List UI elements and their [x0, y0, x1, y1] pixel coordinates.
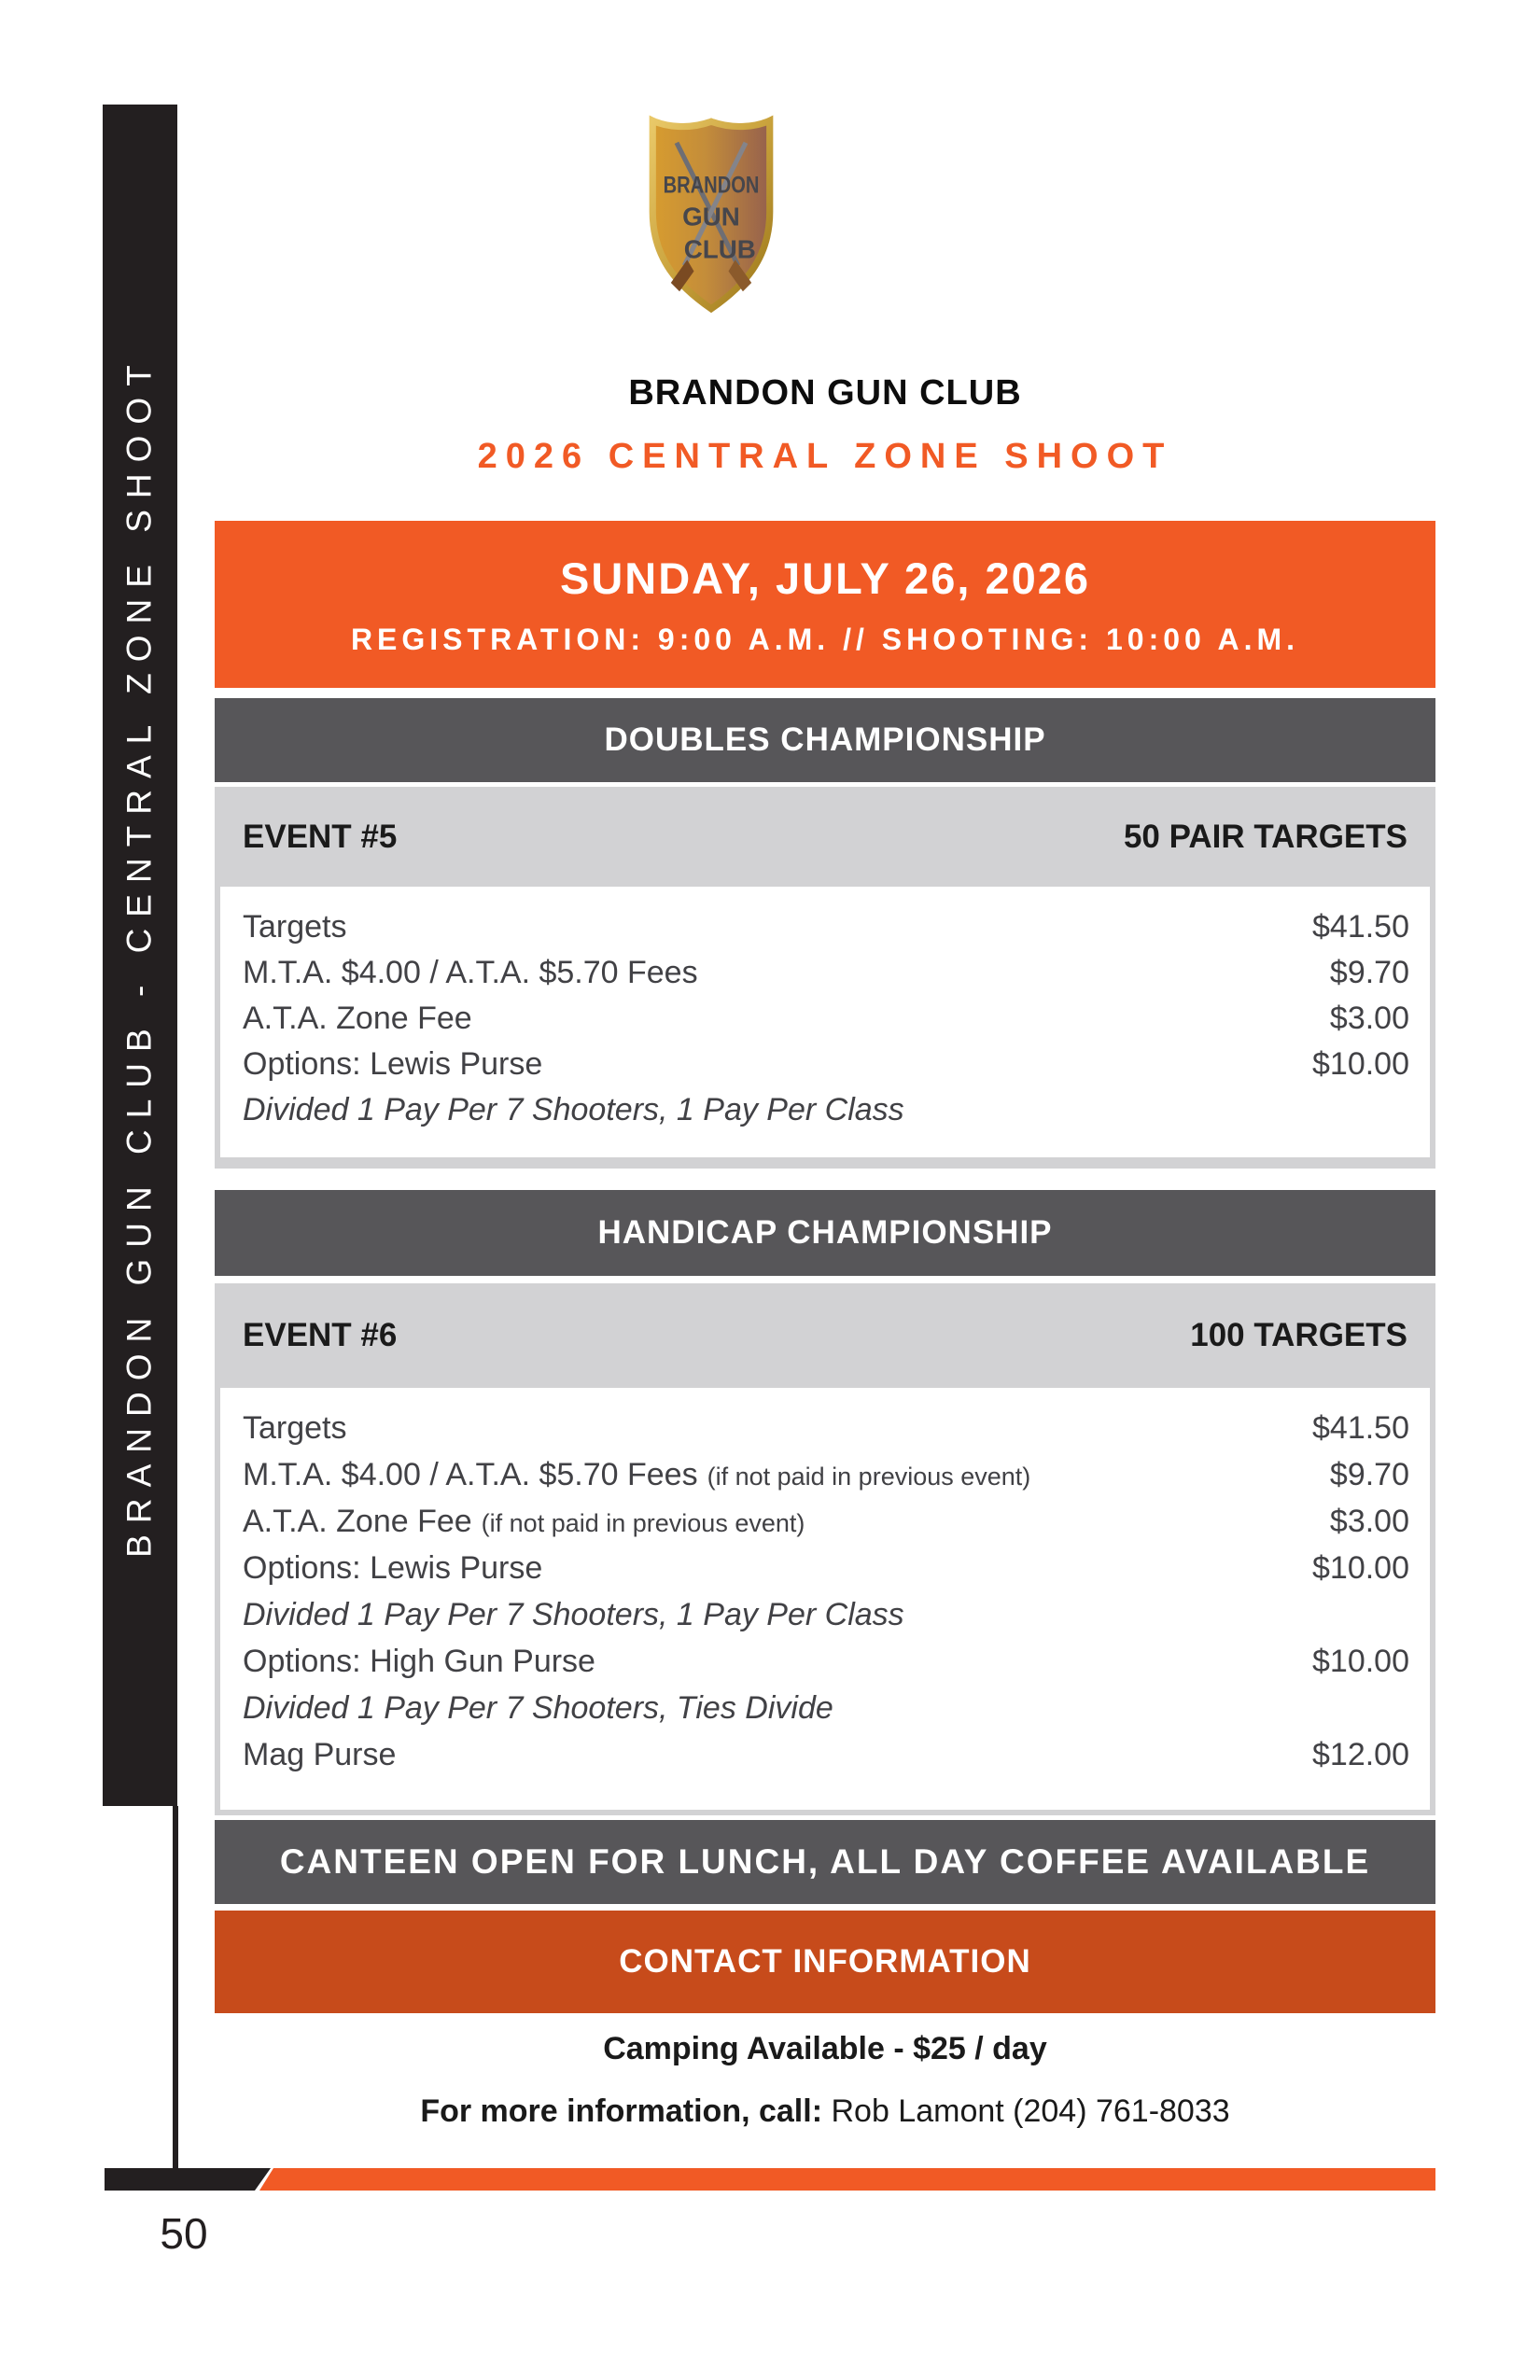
canteen-banner: CANTEEN OPEN FOR LUNCH, ALL DAY COFFEE AVAILABLE	[215, 1820, 1435, 1904]
event6-fee-table	[220, 1388, 1430, 1810]
sidebar-stem-line	[173, 1806, 178, 2172]
fee-price: $41.50	[1312, 909, 1409, 945]
fee-label: Targets	[243, 1410, 347, 1446]
event5-fee-table	[220, 887, 1430, 1157]
fee-label: Divided 1 Pay Per 7 Shooters, Ties Divide	[243, 1690, 833, 1726]
fee-price: $41.50	[1312, 1410, 1409, 1446]
fee-row	[243, 1457, 1409, 1504]
fee-row	[243, 1737, 1409, 1784]
event6-panel	[215, 1283, 1435, 1815]
event5-targets: 50 PAIR TARGETS	[1123, 818, 1407, 855]
fee-price: $12.00	[1312, 1737, 1409, 1772]
footer-orange-stripe	[259, 2168, 1435, 2191]
footer-black-stripe	[105, 2168, 271, 2191]
fee-label: Divided 1 Pay Per 7 Shooters, 1 Pay Per Class	[243, 1092, 904, 1127]
fee-row	[243, 1001, 1409, 1046]
sidebar-vertical-label: BRANDON GUN CLUB - CENTRAL ZONE SHOOT	[119, 354, 159, 1558]
date-banner	[215, 521, 1435, 688]
fee-note: (if not paid in previous event)	[707, 1463, 1031, 1491]
page-title: BRANDON GUN CLUB	[628, 373, 1022, 413]
event-title: 2026 CENTRAL ZONE SHOOT	[477, 437, 1173, 476]
handicap-championship-banner: HANDICAP CHAMPIONSHIP	[215, 1190, 1435, 1276]
fee-price: $3.00	[1329, 1001, 1409, 1036]
fee-label: M.T.A. $4.00 / A.T.A. $5.70 Fees	[243, 955, 698, 990]
fee-label: A.T.A. Zone Fee	[243, 1001, 472, 1036]
event5-header	[215, 787, 1435, 887]
event6-label: EVENT #6	[243, 1317, 398, 1353]
contact-phone-value: Rob Lamont (204) 761-8033	[831, 2093, 1230, 2129]
fee-note: (if not paid in previous event)	[481, 1509, 805, 1537]
logo-text-line3: CLUB	[683, 234, 756, 264]
doubles-championship-banner: DOUBLES CHAMPIONSHIP	[215, 698, 1435, 782]
fee-row	[243, 1046, 1409, 1092]
fee-row	[243, 1690, 1409, 1737]
schedule-times: REGISTRATION: 9:00 A.M. // SHOOTING: 10:00 A.M.	[350, 622, 1300, 656]
fee-label: M.T.A. $4.00 / A.T.A. $5.70 Fees (if not paid in previous event)	[243, 1457, 1031, 1492]
event5-label: EVENT #5	[243, 818, 398, 855]
fee-row	[243, 955, 1409, 1001]
fee-price: $9.70	[1329, 955, 1409, 990]
fee-label: Divided 1 Pay Per 7 Shooters, 1 Pay Per Class	[243, 1597, 904, 1632]
club-logo-shield	[644, 114, 778, 315]
fee-price: $3.00	[1329, 1504, 1409, 1539]
fee-label: Options: Lewis Purse	[243, 1046, 543, 1082]
fee-price: $10.00	[1312, 1550, 1409, 1586]
fee-label: Mag Purse	[243, 1737, 397, 1772]
event5-panel	[215, 787, 1435, 1169]
fee-row	[243, 1504, 1409, 1550]
fee-row	[243, 1550, 1409, 1597]
fee-row	[243, 909, 1409, 955]
camping-info: Camping Available - $25 / day	[603, 2031, 1047, 2066]
page-number: 50	[160, 2209, 208, 2258]
event-date: SUNDAY, JULY 26, 2026	[559, 553, 1091, 603]
fee-price: $10.00	[1312, 1644, 1409, 1679]
event6-targets: 100 TARGETS	[1190, 1317, 1407, 1353]
fee-label: Options: Lewis Purse	[243, 1550, 543, 1586]
contact-phone-line	[215, 2093, 1435, 2130]
fee-label: Options: High Gun Purse	[243, 1644, 595, 1679]
fee-row	[243, 1644, 1409, 1690]
fee-label: Targets	[243, 909, 347, 945]
fee-price: $10.00	[1312, 1046, 1409, 1082]
event6-header	[215, 1283, 1435, 1388]
fee-row	[243, 1410, 1409, 1457]
contact-phone-prefix: For more information, call:	[420, 2093, 832, 2129]
fee-row	[243, 1092, 1409, 1138]
fee-row	[243, 1597, 1409, 1644]
contact-information-banner: CONTACT INFORMATION	[215, 1911, 1435, 2013]
fee-price: $9.70	[1329, 1457, 1409, 1492]
fee-label: A.T.A. Zone Fee (if not paid in previous event)	[243, 1504, 805, 1539]
logo-text-line1: BRANDON	[663, 173, 760, 199]
logo-text-line2: GUN	[682, 202, 740, 231]
